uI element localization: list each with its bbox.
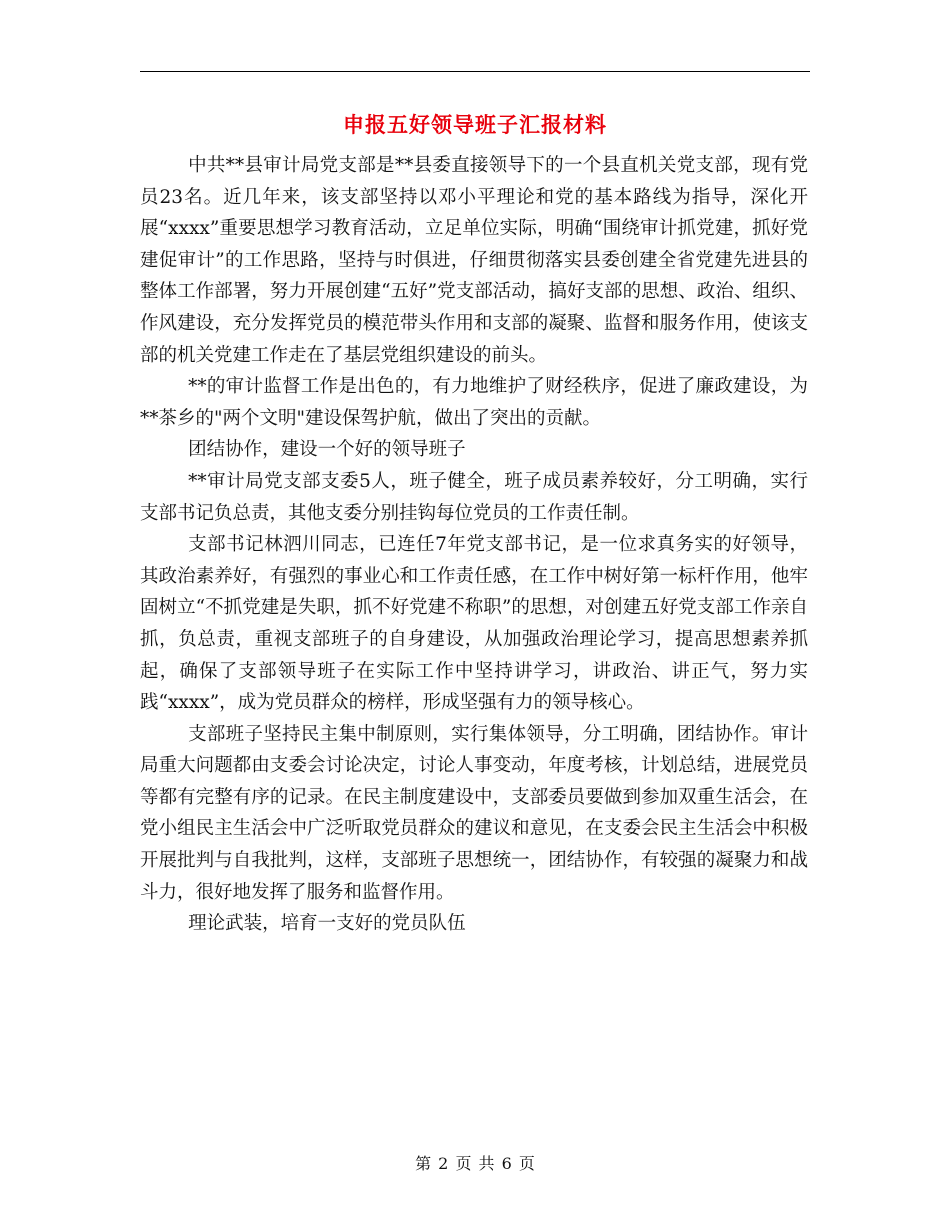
document-title: 申报五好领导班子汇报材料	[343, 112, 607, 137]
section-heading-theory: 理论武装，培育一支好的党员队伍	[188, 913, 466, 935]
header-rule	[140, 71, 810, 72]
section-heading-leadership: 团结协作，建设一个好的领导班子	[188, 439, 466, 461]
paragraph-intro: 中共**县审计局党支部是**县委直接领导下的一个县直机关党支部，现有党员23名。近几年来，该支部坚持以邓小平理论和党的基本路线为指导，深化开展“xxxx”重要思想学习教育活动，立足单位实际，明确“围绕审计抓党建，抓好党建促审计”的工作思路，坚持与时俱进，仔细贯彻落实县委创建全省党建先进县的整体工作部署，努力开展创建“五好”党支部活动，搞好支部的思想、政治、组织、作风建设，充分发挥党员的模范带头作用和支部的凝聚、监督和服务作用，使该支部的机关党建工作走在了基层党组织建设的前头。	[140, 155, 808, 366]
paragraph-committee: **审计局党支部支委5人，班子健全，班子成员素养较好，分工明确，实行支部书记负总责，其他支委分别挂钩每位党员的工作责任制。	[140, 470, 808, 524]
page-number: 第 2 页 共 6 页	[415, 1154, 535, 1173]
document-body	[140, 150, 808, 940]
paragraph-audit-work: **的审计监督工作是出色的，有力地维护了财经秩序，促进了廉政建设，为**茶乡的"两个文明"建设保驾护航，做出了突出的贡献。	[140, 376, 808, 429]
paragraph-secretary: 支部书记林泗川同志，已连任7年党支部书记，是一位求真务实的好领导，其政治素养好，有强烈的事业心和工作责任感，在工作中树好第一标杆作用，他牢固树立“不抓党建是失职，抓不好党建不称职”的思想，对创建五好党支部工作亲自抓，负总责，重视支部班子的自身建设，从加强政治理论学习，提高思想素养抓起，确保了支部领导班子在实际工作中坚持讲学习，讲政治、讲正气，努力实践“xxxx”，成为党员群众的榜样，形成坚强有力的领导核心。	[140, 534, 808, 714]
paragraph-democracy: 支部班子坚持民主集中制原则，实行集体领导，分工明确，团结协作。审计局重大问题都由支委会讨论决定，讨论人事变动，年度考核，计划总结，进展党员等都有完整有序的记录。在民主制度建设中，支部委员要做到参加双重生活会，在党小组民主生活会中广泛听取党员群众的建议和意见，在支委会民主生活会中积极开展批判与自我批判，这样，支部班子思想统一，团结协作，有较强的凝聚力和战斗力，很好地发挥了服务和监督作用。	[140, 723, 808, 903]
